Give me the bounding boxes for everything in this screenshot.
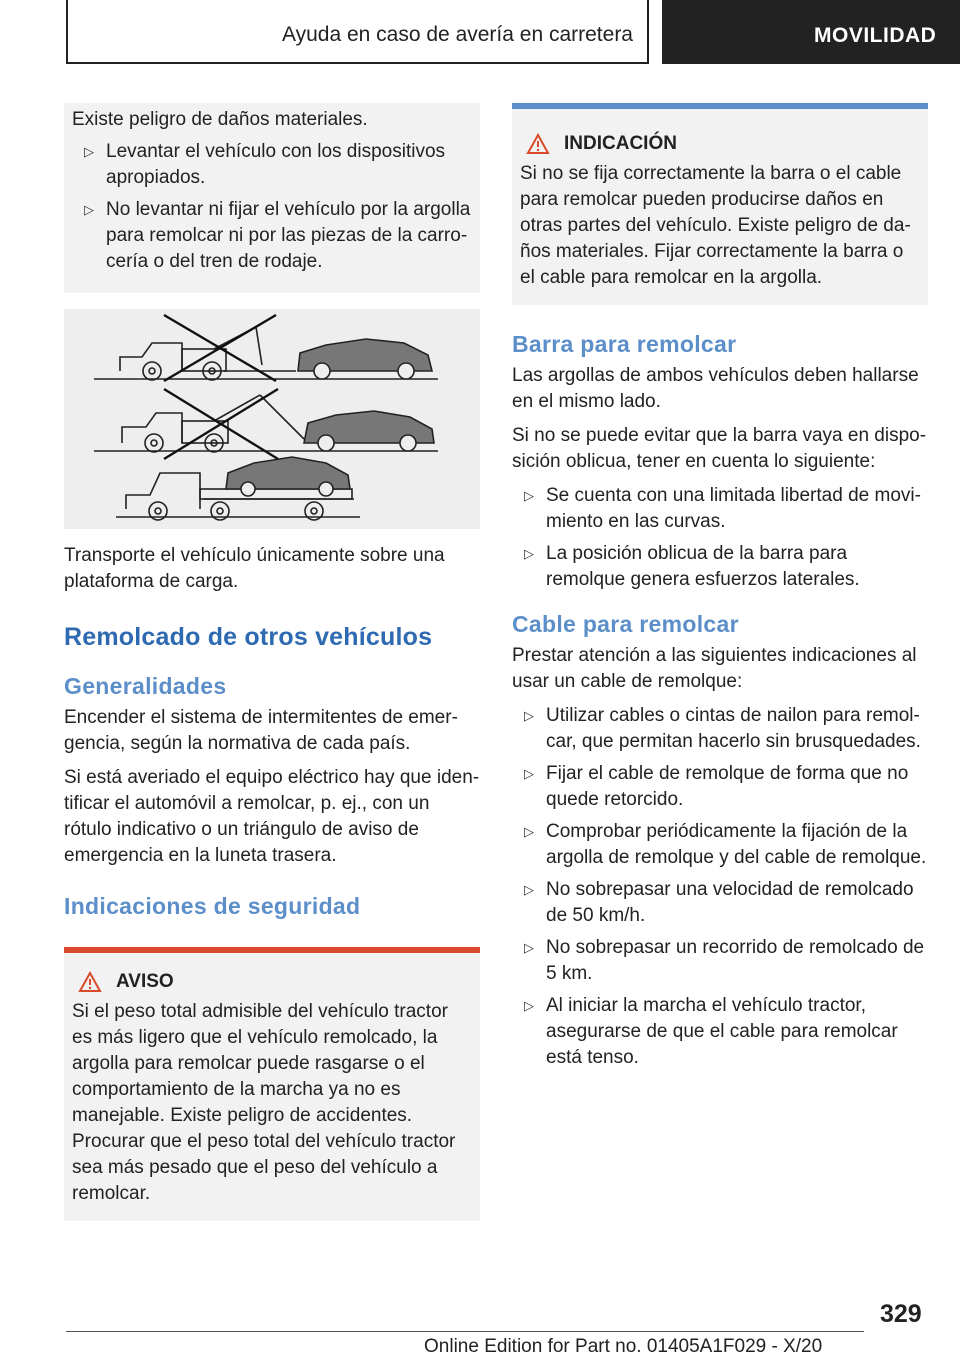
footer-divider bbox=[66, 1331, 864, 1332]
paragraph: Encender el sistema de intermitentes de emergencia, según la normativa de cada país. bbox=[64, 707, 458, 754]
tow-trucks-figure bbox=[64, 309, 480, 529]
warning-text: Si el peso total admisible del vehículo tractor es más ligero que el vehículo remolcado, la argolla para remolcar puede rasgarse o el comportamiento de la marcha ya no es manejable. Existe peligro de accidentes. Procurar que el peso total del vehículo tractor sea más pesado que el peso del vehículo a remolcar. bbox=[72, 1001, 456, 1204]
note-list bbox=[72, 139, 472, 275]
triangle-right-icon: ▷ bbox=[524, 708, 534, 723]
triangle-right-icon: ▷ bbox=[524, 882, 534, 897]
section-heading: Remolcado de otros vehículos bbox=[64, 623, 433, 651]
triangle-right-icon: ▷ bbox=[524, 940, 534, 955]
footer-edition: Online Edition for Part no. 01405A1F029 - X/20 bbox=[424, 1336, 823, 1357]
notice-text: Si no se fija correctamente la barra o el cable para remolcar pueden producirse daños en otras partes del vehículo. Existe peligro de daños materiales. Fijar correctamente la barra o el cable para remolcar en la argolla. bbox=[520, 163, 911, 288]
chapter-title-text: MOVILIDAD bbox=[814, 24, 937, 47]
paragraph: Si está averiado el equipo eléctrico hay que identificar el automóvil a remolcar, p. ej., con un rótulo indicativo o un triángulo de aviso de emergencia en la luneta trasera. bbox=[64, 767, 480, 866]
paragraph: Las argollas de ambos vehículos deben hallarse en el mismo lado. bbox=[512, 365, 919, 412]
list-item: ▷ Se cuenta con una limitada libertad de movimiento en las curvas. bbox=[524, 485, 921, 532]
subheading-tow-cable: Cable para remolcar bbox=[512, 611, 739, 637]
figure-caption: Transporte el vehículo únicamente sobre una plataforma de carga. bbox=[64, 545, 445, 592]
warning-triangle-icon bbox=[78, 971, 102, 993]
tow-cable-list bbox=[512, 703, 928, 1071]
list-item: ▷ Comprobar periódicamente la fijación de la argolla de remolque y del cable de remolque. bbox=[524, 821, 927, 868]
warning-title: AVISO bbox=[116, 971, 174, 992]
triangle-right-icon: ▷ bbox=[524, 488, 534, 503]
triangle-right-icon: ▷ bbox=[84, 202, 94, 217]
warning-triangle-icon bbox=[526, 133, 550, 155]
list-item: ▷ Utilizar cables o cintas de nailon para remolcar, que permitan hacerlo sin brusquedades. bbox=[524, 705, 921, 752]
notice-box bbox=[512, 103, 928, 305]
paragraph: Prestar atención a las siguientes indicaciones al usar un cable de remolque: bbox=[512, 645, 917, 692]
page-number: 329 bbox=[880, 1300, 922, 1328]
triangle-right-icon: ▷ bbox=[524, 824, 534, 839]
subheading-tow-bar: Barra para remolcar bbox=[512, 331, 737, 357]
section-title-text: Ayuda en caso de avería en carretera bbox=[281, 23, 633, 46]
triangle-right-icon: ▷ bbox=[524, 546, 534, 561]
triangle-right-icon: ▷ bbox=[524, 766, 534, 781]
header-chapter-tab bbox=[662, 0, 960, 64]
paragraph: Si no se puede evitar que la barra vaya en disposición oblicua, tener en cuenta lo siguiente: bbox=[512, 425, 927, 472]
damage-note-box bbox=[64, 103, 480, 293]
tow-bar-list bbox=[512, 483, 928, 593]
triangle-right-icon: ▷ bbox=[84, 144, 94, 159]
warning-box bbox=[64, 947, 480, 1221]
tow-bar-text bbox=[512, 363, 928, 475]
general-text bbox=[64, 705, 480, 869]
subheading-general: Generalidades bbox=[64, 673, 227, 699]
list-item: ▷ Fijar el cable de remolque de forma que no quede retorcido. bbox=[524, 763, 909, 810]
header-section-title bbox=[66, 0, 649, 64]
towing-illustration bbox=[64, 309, 480, 529]
subheading-safety: Indicaciones de seguridad bbox=[64, 893, 361, 919]
tow-cable-text bbox=[512, 643, 928, 695]
notice-title: INDICACIÓN bbox=[564, 133, 677, 154]
list-item: ▷ No sobrepasar un recorrido de remolcado de 5 km. bbox=[524, 937, 925, 984]
notice-header bbox=[520, 133, 920, 155]
right-column bbox=[512, 103, 928, 1077]
note-intro: Existe peligro de daños materiales. bbox=[72, 109, 368, 130]
list-item: ▷ Al iniciar la marcha el vehículo tractor, asegurarse de que el cable para remolcar está tenso. bbox=[524, 995, 898, 1068]
list-item: ▷ No levantar ni fijar el vehículo por la argolla para remolcar ni por las piezas de la carrocería o del tren de rodaje. bbox=[84, 199, 471, 272]
list-item: ▷ No sobrepasar una velocidad de remolcado de 50 km/h. bbox=[524, 879, 914, 926]
warning-header bbox=[72, 971, 472, 993]
left-column bbox=[64, 103, 480, 1221]
list-item: ▷ Levantar el vehículo con los dispositivos apropiados. bbox=[84, 141, 446, 188]
list-item: ▷ La posición oblicua de la barra para remolque genera esfuerzos laterales. bbox=[524, 543, 860, 590]
triangle-right-icon: ▷ bbox=[524, 998, 534, 1013]
